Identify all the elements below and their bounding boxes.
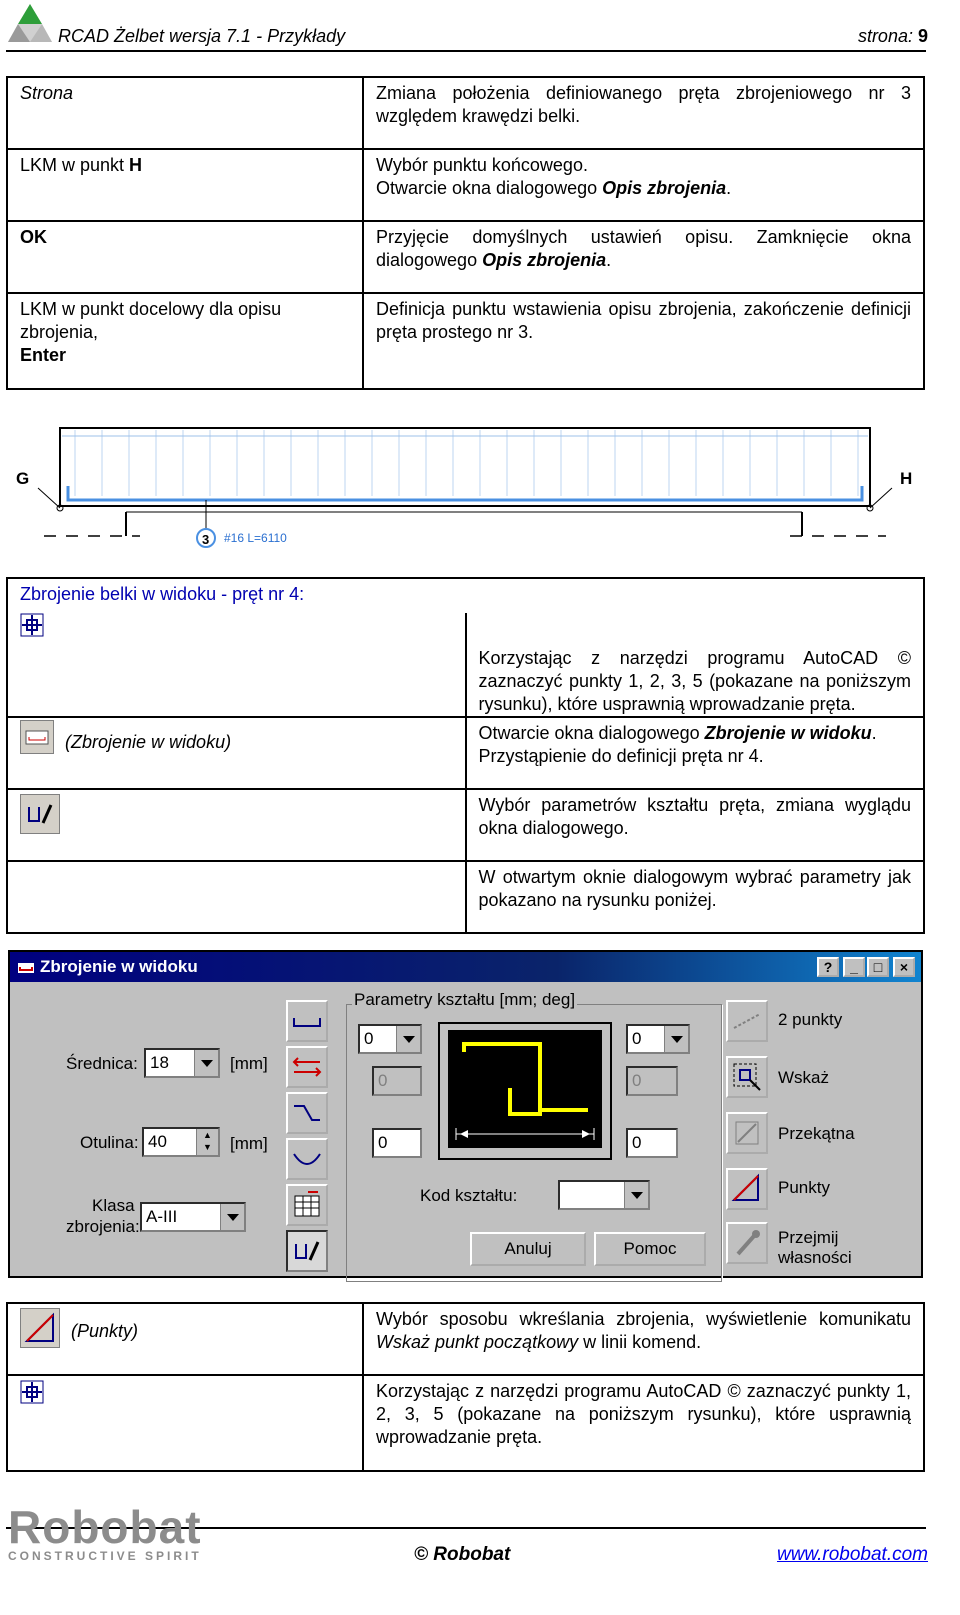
spin-arrows-icon[interactable]: ▲ ▼	[196, 1129, 218, 1155]
diameter-label: Średnica:	[66, 1054, 138, 1073]
steps-table-2	[6, 577, 925, 934]
step-description: Wybór parametrów kształtu pręta, zmiana wyglądu okna dialogowego.	[466, 789, 925, 861]
method-select-label: Wskaż	[778, 1068, 829, 1087]
shape-param-left-input[interactable]: 0	[372, 1128, 422, 1158]
cover-label: Otulina:	[80, 1133, 139, 1152]
snap-tool-icon[interactable]	[20, 613, 44, 637]
method-inherit-label-1: Przejmij	[778, 1228, 839, 1247]
bar-description: #16 L=6110	[224, 531, 287, 545]
step-action: LKM w punkt H	[7, 149, 363, 221]
help-button[interactable]: ?	[817, 957, 839, 977]
step-description: Wybór sposobu wkreślania zbrojenia, wyświetlenie komunikatu Wskaż punkt początkowy w linii komend.	[363, 1303, 924, 1375]
step-description: Korzystając z narzędzi programu AutoCAD © zaznaczyć punkty 1, 2, 3, 5 (pokazane na poniższym rysunku), które usprawnią wprowadzanie pręta.	[363, 1375, 924, 1471]
eyedropper-icon	[728, 1224, 766, 1262]
method-points-button[interactable]	[726, 1168, 768, 1210]
point-h-label: H	[900, 469, 913, 488]
steps-table-1	[6, 76, 925, 390]
shape-parameters-button[interactable]	[286, 1230, 328, 1272]
minimize-button[interactable]: _	[843, 957, 865, 977]
snap-tool-icon[interactable]	[20, 1380, 44, 1404]
close-button[interactable]: ×	[893, 957, 915, 977]
table-row	[7, 717, 924, 789]
shape-table-button[interactable]	[286, 1184, 328, 1226]
beam-drawing	[0, 420, 930, 555]
arrows-icon	[288, 1048, 326, 1086]
shape-parameters-tool-icon[interactable]	[20, 794, 60, 834]
table-row	[7, 221, 924, 293]
step-action: (Zbrojenie w widoku)	[65, 731, 232, 752]
chevron-down-icon[interactable]	[194, 1050, 218, 1076]
two-points-icon	[728, 1002, 766, 1040]
shape-code-label: Kod kształtu:	[420, 1186, 518, 1205]
bar-number: 3	[202, 532, 210, 547]
method-inherit-label-2: własności	[778, 1248, 852, 1267]
step-action: OK	[7, 221, 363, 293]
footer-url-link[interactable]: www.robobat.com	[776, 1544, 928, 1565]
method-diagonal-button[interactable]	[726, 1112, 768, 1154]
header-page: strona: 9	[857, 26, 928, 46]
table-row	[7, 789, 924, 861]
footer-logo-tagline: CONSTRUCTIVE SPIRIT	[8, 1549, 202, 1563]
table-row	[7, 578, 924, 613]
shape-preview	[438, 1022, 612, 1160]
shape-straight-hooks-button[interactable]	[286, 1000, 328, 1042]
table-row	[7, 861, 924, 933]
point-g-label: G	[16, 469, 30, 488]
shape-parameters-caption: Parametry kształtu [mm; deg]	[354, 990, 576, 1009]
shape-param-left-combo[interactable]: 0	[358, 1024, 422, 1054]
dialog-title: Zbrojenie w widoku	[40, 957, 198, 976]
shape-curved-button[interactable]	[286, 1138, 328, 1180]
cancel-button[interactable]: Anuluj	[470, 1232, 586, 1266]
chevron-down-icon[interactable]	[664, 1026, 688, 1052]
section-title: Zbrojenie belki w widoku - pręt nr 4:	[7, 578, 924, 613]
shape-param-right-input[interactable]: 0	[626, 1128, 678, 1158]
method-diagonal-label: Przekątna	[778, 1124, 855, 1143]
table-row	[7, 149, 924, 221]
steel-class-combo[interactable]: A-III	[140, 1202, 246, 1232]
points-tool-icon[interactable]	[20, 1308, 60, 1348]
diagonal-icon	[728, 1114, 766, 1152]
cover-unit: [mm]	[230, 1134, 268, 1153]
shape-parameters-icon	[288, 1232, 326, 1270]
diameter-combo[interactable]: 18	[144, 1048, 220, 1078]
dialog-title-bar[interactable]	[10, 952, 921, 982]
shape-param-right-disabled: 0	[626, 1066, 678, 1096]
step-action: Strona	[20, 83, 74, 103]
method-select-button[interactable]	[726, 1056, 768, 1098]
table-row	[7, 1375, 924, 1471]
step-description: Wybór punktu końcowego. Otwarcie okna dialogowego Opis zbrojenia.	[363, 149, 924, 221]
chevron-down-icon[interactable]	[220, 1204, 244, 1230]
table-row	[7, 293, 924, 389]
cover-stepper[interactable]: 40 ▲ ▼	[142, 1127, 220, 1157]
points-icon	[728, 1170, 766, 1208]
header-logo-icon	[4, 2, 56, 46]
footer-copyright: © Robobat	[414, 1544, 511, 1565]
method-two-points-button[interactable]	[726, 1000, 768, 1042]
table-row	[7, 613, 924, 717]
step-description: Definicja punktu wstawienia opisu zbrojenia, zakończenie definicji pręta prostego nr 3.	[363, 293, 924, 389]
step-action: LKM w punkt docelowy dla opisu zbrojenia, Enter	[7, 293, 363, 389]
step-description: Korzystając z narzędzi programu AutoCAD © zaznaczyć punkty 1, 2, 3, 5 (pokazane na poniższym rysunku), które usprawnią wprowadzanie pręta.	[466, 613, 925, 717]
header-rule	[6, 50, 926, 52]
maximize-button[interactable]: □	[867, 957, 889, 977]
header-title: RCAD Żelbet wersja 7.1 - Przykłady	[58, 26, 346, 46]
table-row	[7, 1303, 924, 1375]
select-icon	[728, 1058, 766, 1096]
method-points-label: Punkty	[778, 1178, 830, 1197]
help-dialog-button[interactable]: Pomoc	[594, 1232, 706, 1266]
shape-offset-button[interactable]	[286, 1046, 328, 1088]
diameter-unit: [mm]	[230, 1054, 268, 1073]
step-description: Zmiana położenia definiowanego pręta zbrojeniowego nr 3 względem krawędzi belki.	[363, 77, 924, 149]
shape-bent-button[interactable]	[286, 1092, 328, 1134]
class-label-line2: zbrojenia:	[66, 1217, 140, 1236]
dialog-app-icon	[16, 957, 36, 977]
table-icon	[288, 1186, 326, 1224]
step-description: Otwarcie okna dialogowego Zbrojenie w widoku. Przystąpienie do definicji pręta nr 4.	[466, 717, 925, 789]
step-description: W otwartym oknie dialogowym wybrać parametry jak pokazano na rysunku poniżej.	[466, 861, 925, 933]
rebar-view-tool-icon[interactable]	[20, 720, 54, 754]
curved-bar-icon	[288, 1140, 326, 1178]
shape-param-left-disabled: 0	[372, 1066, 422, 1096]
chevron-down-icon[interactable]	[624, 1182, 648, 1208]
footer-logo: Robobat	[8, 1501, 202, 1553]
method-inherit-button[interactable]	[726, 1222, 768, 1264]
shape-param-right-combo[interactable]: 0	[626, 1024, 690, 1054]
rebar-view-dialog	[8, 950, 923, 1278]
chevron-down-icon[interactable]	[396, 1026, 420, 1052]
step-description: Przyjęcie domyślnych ustawień opisu. Zamknięcie okna dialogowego Opis zbrojenia.	[363, 221, 924, 293]
bent-bar-icon	[288, 1094, 326, 1132]
steps-table-3	[6, 1302, 925, 1472]
method-two-points-label: 2 punkty	[778, 1010, 843, 1029]
shape-code-combo[interactable]	[558, 1180, 650, 1210]
step-action: (Punkty)	[71, 1320, 139, 1341]
table-row	[7, 77, 924, 149]
straight-bar-icon	[288, 1002, 326, 1040]
class-label-line1: Klasa	[92, 1196, 135, 1215]
